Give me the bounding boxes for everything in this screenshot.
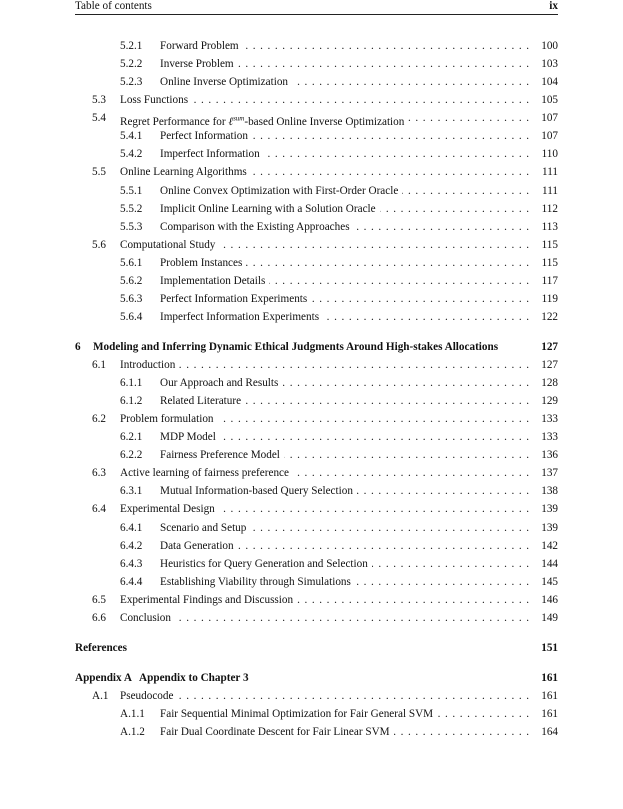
toc-entry-page: 133: [541, 413, 558, 426]
toc-entry[interactable]: [75, 272, 558, 290]
toc-entry[interactable]: [75, 145, 558, 163]
toc-entry-page: 104: [541, 76, 558, 89]
toc-entry[interactable]: [75, 410, 558, 428]
toc-entry[interactable]: [75, 705, 558, 723]
toc-entry[interactable]: [75, 609, 558, 627]
toc-entry-page: 164: [541, 725, 558, 738]
toc-entry-title: Modeling and Inferring Dynamic Ethical Judgments Around High-stakes Allocations: [93, 341, 502, 353]
toc-entry-title: Inverse Problem: [160, 58, 238, 70]
toc-entry-title: Appendix A Appendix to Chapter 3: [75, 672, 253, 684]
toc-entry[interactable]: [75, 200, 558, 218]
toc-entry-number: 5.2.1: [120, 40, 143, 52]
toc-entry-number: 5.6.1: [120, 256, 143, 269]
toc-entry-page: 107: [541, 112, 558, 125]
toc-entry-page: 149: [541, 611, 558, 624]
toc-entry-number: 5.6.2: [120, 274, 143, 287]
toc-entry-number: 6.4.3: [120, 557, 143, 570]
toc-entry-number: 6.1.1: [120, 377, 143, 390]
toc-entry-number: A.1.1: [120, 707, 145, 720]
toc-entry-number: 6.2: [92, 413, 106, 426]
toc-entry-page: 139: [541, 521, 558, 534]
toc-entry[interactable]: [75, 55, 558, 73]
toc-entry-page: 144: [541, 557, 558, 570]
toc-entry-page: 139: [541, 503, 558, 516]
toc-entry-title: Online Convex Optimization with First-Order Oracle: [160, 185, 402, 197]
toc-entry[interactable]: [75, 182, 558, 200]
toc-entry-page: 115: [541, 238, 558, 251]
toc-entry-page: 142: [541, 539, 558, 552]
toc-entry[interactable]: [75, 519, 558, 537]
toc-entry-number: 6.4.2: [120, 539, 143, 552]
toc-entry-number: 6.2.1: [120, 431, 143, 444]
toc-entry[interactable]: [75, 669, 558, 687]
toc-entry-number: 5.6.4: [120, 310, 143, 323]
toc-entry-page: 111: [542, 184, 558, 197]
toc-entry[interactable]: [75, 356, 558, 374]
toc-entry-title: Problem formulation: [120, 413, 218, 425]
toc-entry[interactable]: [75, 555, 558, 573]
toc-entry-title: Comparison with the Existing Approaches: [160, 221, 354, 233]
toc-entry-number: 5.6.3: [120, 292, 143, 305]
toc-entry-title: Conclusion: [120, 612, 175, 624]
toc-entry-title: Experimental Findings and Discussion: [120, 594, 297, 606]
toc-entry-page: 119: [541, 292, 558, 305]
toc-entry-title: Online Learning Algorithms: [120, 166, 251, 178]
toc-entry-title: Regret Performance for ℓ$^{sum}$-based Online Inverse Optimization: [120, 116, 408, 128]
toc-entry[interactable]: [75, 446, 558, 464]
toc-entry[interactable]: [75, 591, 558, 609]
toc-entry-page: 151: [541, 641, 558, 654]
toc-entry-title: Fair Dual Coordinate Descent for Fair Linear SVM: [160, 726, 394, 738]
toc-entry-page: 117: [541, 274, 558, 287]
toc-entry-number: 5.3: [92, 94, 106, 107]
toc-entry-title: Computational Study: [120, 239, 219, 251]
toc-entry[interactable]: [75, 573, 558, 591]
toc-entry-title: Establishing Viability through Simulations: [160, 576, 355, 588]
page-number: ix: [549, 0, 558, 12]
toc-entry[interactable]: [75, 723, 558, 741]
toc-entry[interactable]: [75, 392, 558, 410]
toc-entry-page: 145: [541, 575, 558, 588]
toc-entry-title: Implementation Details: [160, 275, 269, 287]
toc-entry-title: Mutual Information-based Query Selection: [160, 485, 357, 497]
toc-entry[interactable]: [75, 482, 558, 500]
toc-entry-page: 105: [541, 94, 558, 107]
toc-entry[interactable]: [75, 338, 558, 356]
toc-entry[interactable]: [75, 464, 558, 482]
toc-entry-title: Active learning of fairness preference: [120, 467, 293, 479]
toc-entry-number: 5.2.3: [120, 76, 143, 89]
toc-entry-number: 6: [75, 340, 81, 353]
toc-entry-page: 110: [541, 148, 558, 161]
toc-entry-number: 6.3.1: [120, 485, 143, 498]
toc-entry-page: 115: [541, 256, 558, 269]
toc-entry[interactable]: [75, 537, 558, 555]
toc-entry-title: Forward Problem: [160, 40, 243, 52]
toc-entry-number: A.1.2: [120, 725, 145, 738]
toc-entry-title: Perfect Information Experiments: [160, 293, 311, 305]
toc-entry[interactable]: [75, 236, 558, 254]
toc-entry-page: 161: [541, 707, 558, 720]
toc-entry-number: 5.2.2: [120, 58, 143, 71]
toc-entry-number: 5.5.2: [120, 202, 143, 215]
toc-entry-title: Introduction: [120, 359, 179, 371]
toc-entry-page: 161: [541, 671, 558, 684]
toc-entry-title: Imperfect Information Experiments: [160, 311, 323, 323]
toc-entry[interactable]: [75, 218, 558, 236]
toc-entry-page: 112: [541, 202, 558, 215]
toc-entry-page: 136: [541, 449, 558, 462]
toc-entry[interactable]: [75, 500, 558, 518]
toc-entry-page: 137: [541, 467, 558, 480]
toc-entry-number: 6.2.2: [120, 449, 143, 462]
toc-entry-title: Experimental Design: [120, 503, 219, 515]
toc-entry-page: 113: [541, 220, 558, 233]
toc-entry-page: 100: [541, 40, 558, 52]
toc-entry-page: 127: [541, 358, 558, 371]
toc-entry-number: 5.5.1: [120, 184, 143, 197]
toc-entry-title: Problem Instances: [160, 257, 246, 269]
toc-entry-number: 6.4: [92, 503, 106, 516]
toc-entry-title: Loss Functions: [120, 94, 192, 106]
toc-entry[interactable]: [75, 109, 558, 127]
toc-entry-number: 5.4: [92, 112, 106, 125]
toc-entry[interactable]: [75, 374, 558, 392]
toc-entry-page: 103: [541, 58, 558, 71]
toc-entry-number: 5.4.2: [120, 148, 143, 161]
toc-entry-page: 129: [541, 395, 558, 408]
toc-entry-number: 5.5: [92, 166, 106, 179]
toc-entry[interactable]: [75, 308, 558, 326]
toc-entry-title: Fairness Preference Model: [160, 449, 284, 461]
toc-entry-page: 127: [541, 340, 558, 353]
toc-entry-title: Implicit Online Learning with a Solution Oracle: [160, 203, 380, 215]
toc-entry-title: Pseudocode: [120, 690, 177, 702]
toc-entry-number: A.1: [92, 689, 109, 702]
toc-entry-page: 128: [541, 377, 558, 390]
toc-entry-page: 138: [541, 485, 558, 498]
toc-entry[interactable]: [75, 37, 558, 55]
toc-entry-page: 107: [541, 130, 558, 143]
toc-entry-title: Our Approach and Results: [160, 377, 282, 389]
toc-entry[interactable]: [75, 290, 558, 308]
toc-entry[interactable]: [75, 127, 558, 145]
header-title: Table of contents: [75, 0, 152, 12]
toc-entry-title: Heuristics for Query Generation and Selection: [160, 558, 372, 570]
toc-entry-number: 5.4.1: [120, 130, 143, 143]
toc-entry-number: 6.3: [92, 467, 106, 480]
toc-entry-title: Fair Sequential Minimal Optimization for Fair General SVM: [160, 708, 437, 720]
toc-entry-number: 6.1.2: [120, 395, 143, 408]
toc-entry-title: References: [75, 642, 131, 654]
toc-entry-number: 5.5.3: [120, 220, 143, 233]
toc-entry[interactable]: [75, 254, 558, 272]
toc-entry-title: MDP Model: [160, 431, 220, 443]
toc-entry[interactable]: [75, 639, 558, 657]
toc-entry-page: 111: [542, 166, 558, 179]
toc-entry[interactable]: [75, 91, 558, 109]
toc-entry-number: 6.5: [92, 593, 106, 606]
toc-entry-number: 5.6: [92, 238, 106, 251]
toc-entry-number: 6.4.1: [120, 521, 143, 534]
toc-entry-page: 133: [541, 431, 558, 444]
table-of-contents: [75, 37, 558, 741]
toc-entry-page: 122: [541, 310, 558, 323]
toc-entry-title: Related Literature: [160, 395, 245, 407]
toc-entry-title: Scenario and Setup: [160, 522, 250, 534]
toc-entry-number: 6.1: [92, 358, 106, 371]
toc-entry[interactable]: [75, 163, 558, 181]
toc-entry-title: Online Inverse Optimization: [160, 76, 292, 88]
toc-entry-number: 6.6: [92, 611, 106, 624]
toc-entry-page: 161: [541, 689, 558, 702]
toc-entry-number: 6.4.4: [120, 575, 143, 588]
toc-entry-title: Perfect Information: [160, 130, 252, 142]
toc-entry-page: 146: [541, 593, 558, 606]
toc-entry-title: Data Generation: [160, 540, 238, 552]
toc-entry[interactable]: [75, 428, 558, 446]
toc-entry[interactable]: [75, 73, 558, 91]
toc-entry[interactable]: [75, 687, 558, 705]
running-header: [75, 0, 558, 15]
toc-entry-title: Imperfect Information: [160, 148, 264, 160]
